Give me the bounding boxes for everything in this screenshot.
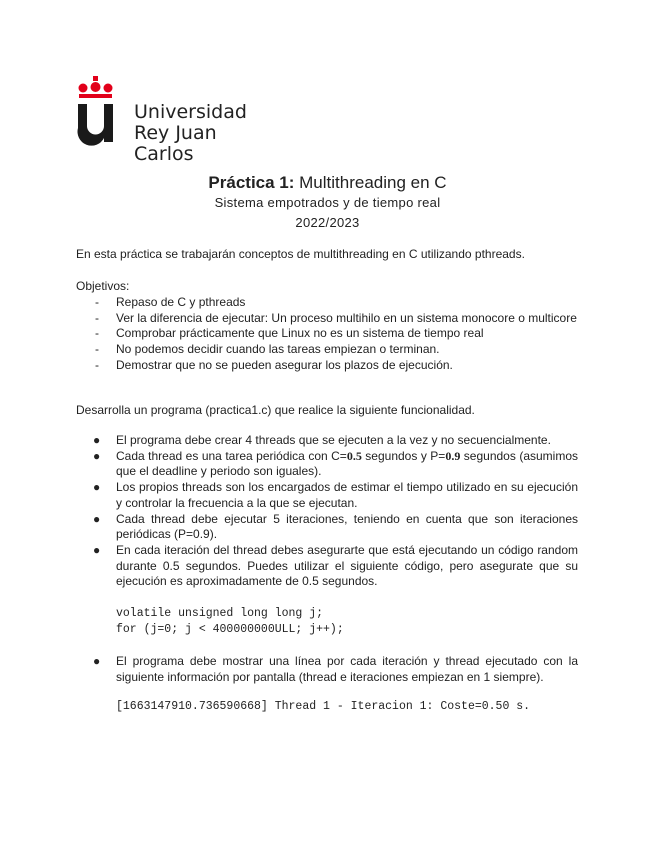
task-intro: Desarrolla un programa (practica1.c) que realice la siguiente funcionalidad. (76, 403, 475, 417)
list-item: ● Cada thread debe ejecutar 5 iteraciones, teniendo en cuenta que son iteraciones periódicas (P=0.9). (93, 511, 578, 542)
list-item: ● En cada iteración del thread debes asegurarte que está ejecutando un código random durante 0.5 segundos. Puedes utilizar el siguiente código, pero asegurate que su ejecución es aproximadamente de 0.5 segundos. (93, 542, 578, 589)
objectives-label: Objetivos: (76, 279, 130, 293)
objectives-list: - Repaso de C y pthreads - Ver la diferencia de ejecutar: Un proceso multihilo en un sistema monocore o multicore - Comprobar prácticamente que Linux no es un sistema de tiempo real - No podemos decidir cuando las tareas empiezan o terminan. - Demostrar que no se pueden asegurar los plazos de ejecución. (95, 295, 577, 372)
list-item: ● El programa debe crear 4 threads que se ejecuten a la vez y no secuencialmente. (93, 433, 551, 447)
title-rest: Multithreading en C (294, 173, 447, 192)
code-line: for (j=0; j < 400000000ULL; j++); (116, 623, 344, 636)
year: 2022/2023 (295, 215, 360, 230)
output-example: [1663147910.736590668] Thread 1 - Iteracion 1: Coste=0.50 s. (116, 700, 531, 713)
title-bold: Práctica 1: (208, 173, 295, 192)
intro-text: En esta práctica se trabajarán conceptos de multithreading en C utilizando pthreads. (76, 247, 525, 261)
logo-line-1: Universidad (134, 101, 247, 123)
code-line: volatile unsigned long long j; (116, 607, 324, 620)
urjc-emblem-icon (76, 76, 116, 146)
list-item: ● Los propios threads son los encargados de estimar el tiempo utilizado en su ejecución y controlar la frecuencia a la que se ejecutan. (93, 480, 578, 510)
university-logo (76, 76, 276, 165)
logo-line-2: Rey Juan Carlos (134, 122, 217, 165)
page-title (0, 173, 655, 193)
list-item: ● El programa debe mostrar una línea por cada iteración y thread ejecutado con la siguiente información por pantalla (thread e iteraciones empiezan en 1 siempre). (93, 654, 578, 684)
output-requirement-list (76, 654, 578, 685)
subtitle: Sistema empotrados y de tiempo real (214, 195, 441, 210)
list-item: ● Cada thread es una tarea periódica con C=0.5 segundos y P=0.9 segundos (asumimos que el deadline y periodo son iguales). (93, 448, 579, 479)
requirements-list (76, 433, 578, 590)
